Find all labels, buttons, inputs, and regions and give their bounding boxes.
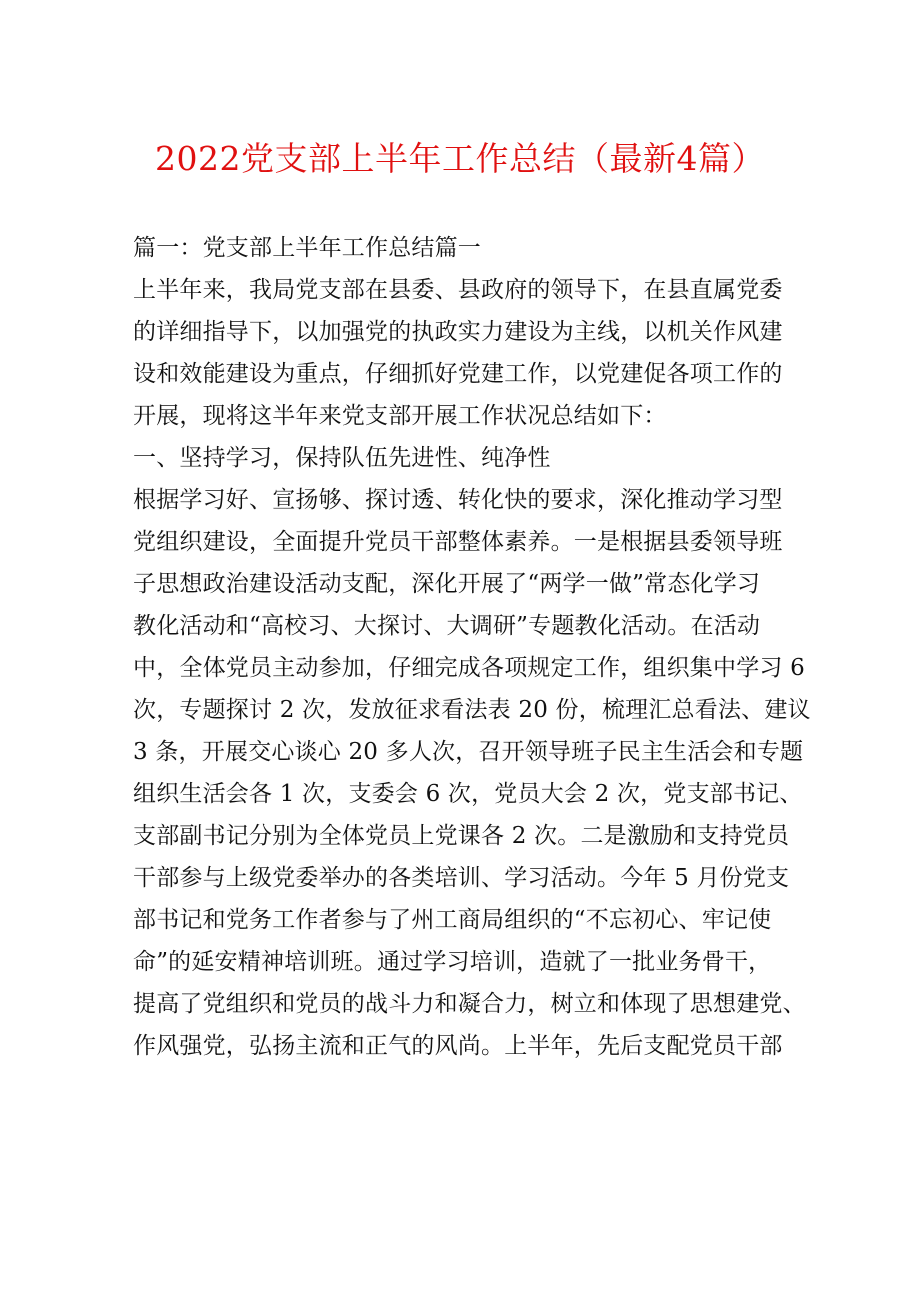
paragraph-line: 命”的延安精神培训班。通过学习培训，造就了一批业务骨干， (133, 949, 772, 975)
paragraph-line: 干部参与上级党委举办的各类培训、学习活动。今年 5 月份党支 (133, 865, 790, 891)
section-heading: 篇一：党支部上半年工作总结篇一 (133, 235, 481, 261)
paragraph-line: 的详细指导下，以加强党的执政实力建设为主线，以机关作风建 (133, 319, 783, 345)
paragraph-line: 提高了党组织和党员的战斗力和凝合力，树立和体现了思想建党、 (133, 991, 806, 1017)
paragraph-line: 组织生活会各 1 次，支委会 6 次，党员大会 2 次，党支部书记、 (133, 781, 803, 807)
paragraph-line: 党组织建设，全面提升党员干部整体素养。一是根据县委领导班 (133, 529, 783, 555)
document-body (133, 227, 811, 1067)
subsection-heading: 一、坚持学习，保持队伍先进性、纯净性 (133, 445, 551, 471)
paragraph-line: 中，全体党员主动参加，仔细完成各项规定工作，组织集中学习 6 (133, 655, 805, 681)
paragraph-line: 开展，现将这半年来党支部开展工作状况总结如下： (133, 403, 667, 429)
paragraph-line: 部书记和党务工作者参与了州工商局组织的“不忘初心、牢记使 (133, 907, 772, 933)
paragraph-line: 上半年来，我局党支部在县委、县政府的领导下，在县直属党委 (133, 277, 783, 303)
paragraph-line: 子思想政治建设活动支配，深化开展了“两学一做”常态化学习 (133, 571, 761, 597)
paragraph-line: 支部副书记分别为全体党员上党课各 2 次。二是激励和支持党员 (133, 823, 790, 849)
paragraph-line: 次，专题探讨 2 次，发放征求看法表 20 份，梳理汇总看法、建议 (133, 697, 811, 723)
paragraph-line: 3 条，开展交心谈心 20 多人次，召开领导班子民主生活会和专题 (133, 739, 804, 765)
paragraph-line: 设和效能建设为重点，仔细抓好党建工作，以党建促各项工作的 (133, 361, 783, 387)
document-title: 2022党支部上半年工作总结（最新4篇） (155, 139, 765, 178)
paragraph-line: 教化活动和“高校习、大探讨、大调研”专题教化活动。在活动 (133, 613, 761, 639)
paragraph-line: 根据学习好、宣扬够、探讨透、转化快的要求，深化推动学习型 (133, 487, 783, 513)
paragraph-line: 作风强党，弘扬主流和正气的风尚。上半年，先后支配党员干部 (133, 1033, 783, 1059)
